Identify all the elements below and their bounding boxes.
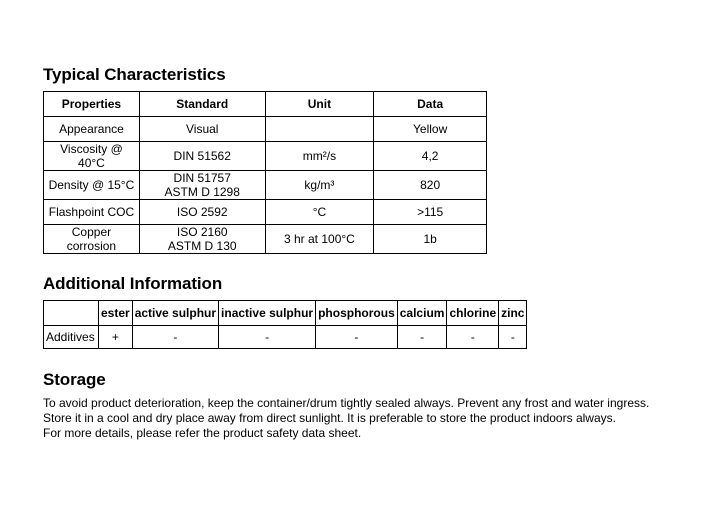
- storage-title: Storage: [43, 370, 106, 389]
- cell-value: -: [447, 326, 499, 349]
- cell-property: Viscosity @ 40°C: [44, 142, 140, 171]
- table-header-row: [44, 92, 487, 117]
- cell-standard: Visual: [139, 117, 265, 142]
- cell-value: -: [499, 326, 527, 349]
- cell-property: Density @ 15°C: [44, 171, 140, 200]
- cell-property: Appearance: [44, 117, 140, 142]
- storage-paragraph: [43, 396, 649, 441]
- table-row: [44, 200, 487, 225]
- cell-unit: 3 hr at 100°C: [265, 225, 374, 254]
- header-blank: [44, 301, 99, 326]
- standard-line: ASTM D 1298: [164, 185, 240, 199]
- cell-unit: °C: [265, 200, 374, 225]
- table-row: [44, 142, 487, 171]
- typical-characteristics-title: Typical Characteristics: [43, 65, 226, 84]
- header-ester: ester: [99, 301, 133, 326]
- additional-information-title: Additional Information: [43, 274, 223, 293]
- header-unit: Unit: [265, 92, 374, 117]
- header-phosphorous: phosphorous: [316, 301, 398, 326]
- header-inactive-sulphur: inactive sulphur: [219, 301, 316, 326]
- header-standard: Standard: [139, 92, 265, 117]
- cell-data: Yellow: [374, 117, 487, 142]
- cell-standard: DIN 51562: [139, 142, 265, 171]
- header-data: Data: [374, 92, 487, 117]
- cell-standard: [139, 225, 265, 254]
- cell-value: +: [99, 326, 133, 349]
- standard-line: DIN 51757: [173, 171, 231, 185]
- row-label-additives: Additives: [44, 326, 99, 349]
- cell-value: -: [397, 326, 447, 349]
- cell-standard: [139, 171, 265, 200]
- table-header-row: [44, 301, 527, 326]
- header-properties: Properties: [44, 92, 140, 117]
- cell-property: Copper corrosion: [44, 225, 140, 254]
- table-row: [44, 225, 487, 254]
- standard-line: ISO 2160: [176, 225, 228, 239]
- cell-standard: ISO 2592: [139, 200, 265, 225]
- cell-value: -: [132, 326, 218, 349]
- header-active-sulphur: active sulphur: [132, 301, 218, 326]
- storage-line: To avoid product deterioration, keep the container/drum tightly sealed always. Prevent any frost and water ingress.: [43, 396, 650, 410]
- storage-line: For more details, please refer the product safety data sheet.: [43, 426, 362, 440]
- table-row: [44, 117, 487, 142]
- header-calcium: calcium: [397, 301, 447, 326]
- cell-data: 1b: [374, 225, 487, 254]
- standard-line: ASTM D 130: [167, 239, 237, 253]
- cell-value: -: [316, 326, 398, 349]
- table-row: [44, 326, 527, 349]
- cell-data: >115: [374, 200, 487, 225]
- cell-unit: kg/m³: [265, 171, 374, 200]
- cell-data: 820: [374, 171, 487, 200]
- additional-information-table: [43, 300, 527, 349]
- cell-data: 4,2: [374, 142, 487, 171]
- storage-line: Store it in a cool and dry place away from direct sunlight. It is preferable to store the product indoors always.: [43, 411, 616, 425]
- header-zinc: zinc: [499, 301, 527, 326]
- typical-characteristics-table: [43, 91, 487, 254]
- table-row: [44, 171, 487, 200]
- cell-value: -: [219, 326, 316, 349]
- cell-unit: mm²/s: [265, 142, 374, 171]
- cell-unit: [265, 117, 374, 142]
- header-chlorine: chlorine: [447, 301, 499, 326]
- cell-property: Flashpoint COC: [44, 200, 140, 225]
